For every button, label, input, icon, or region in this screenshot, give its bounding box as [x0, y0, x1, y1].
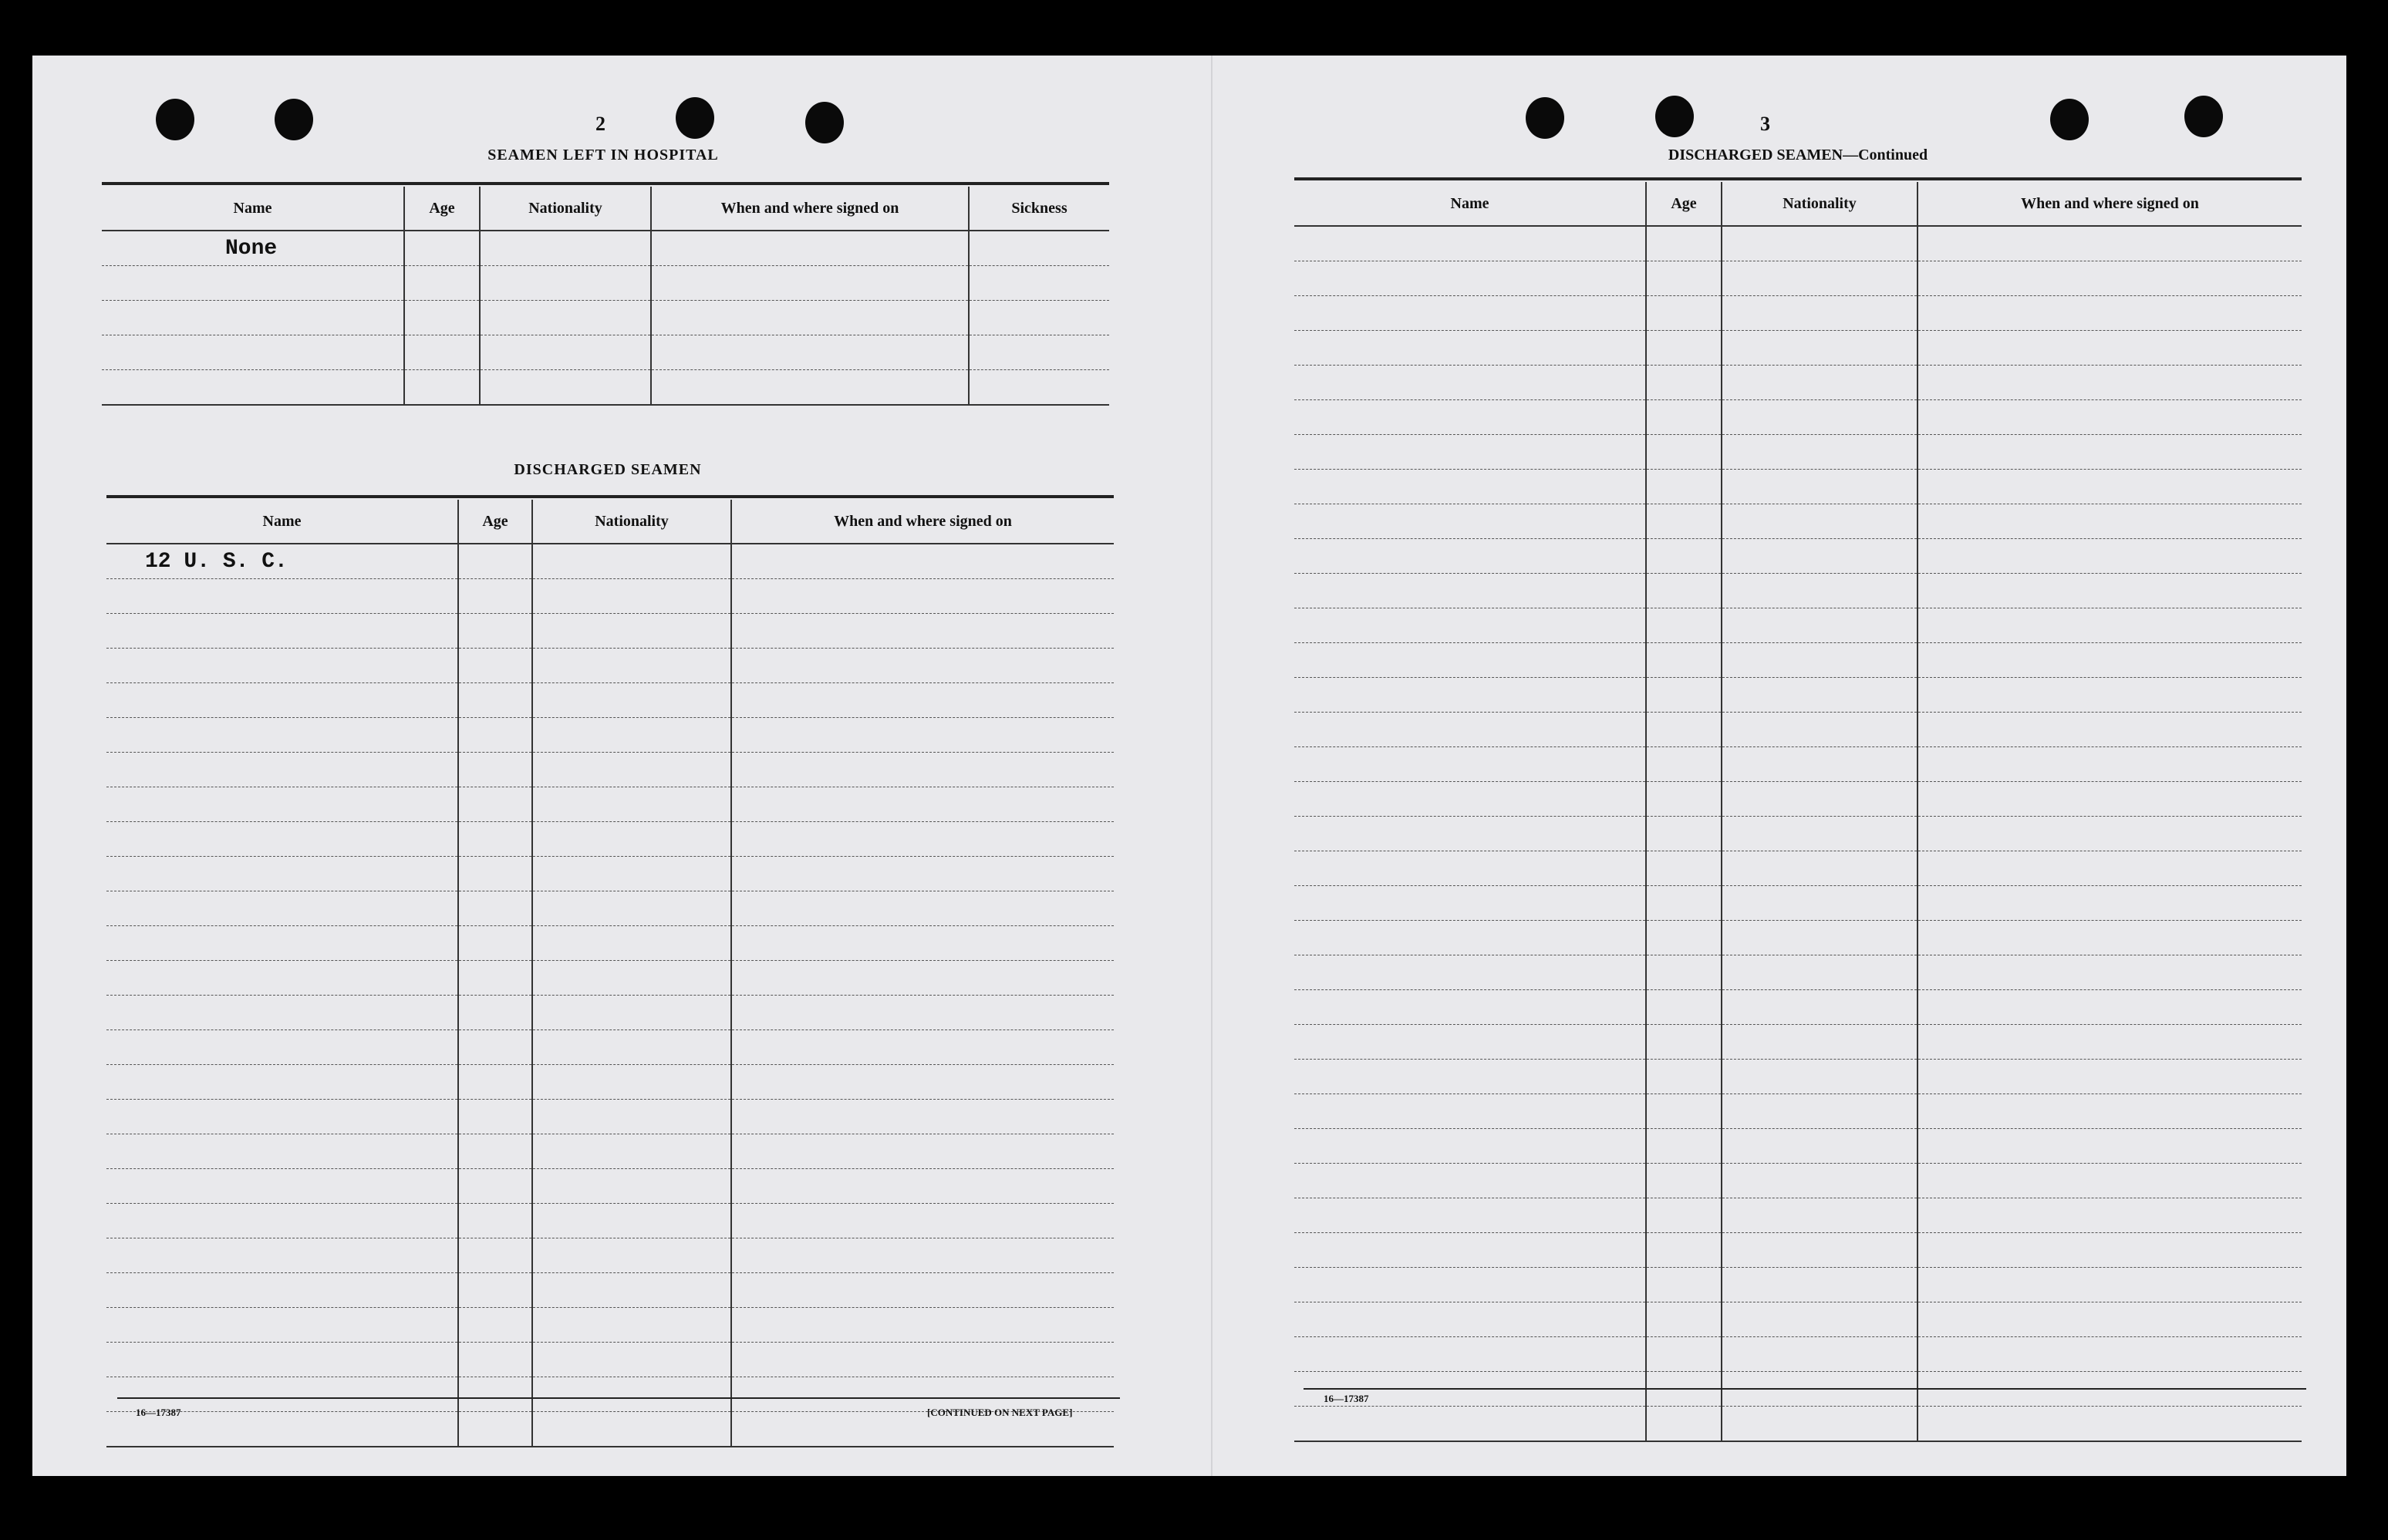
table-row	[102, 370, 1109, 406]
discharged-top-rule	[106, 495, 1114, 498]
table-row	[106, 614, 1114, 649]
col-header-signed-on: When and where signed on	[1917, 182, 2302, 226]
punch-hole	[805, 102, 844, 143]
table-row	[106, 961, 1114, 996]
table-row	[1294, 504, 2302, 539]
continued-table	[1294, 182, 2302, 1442]
continued-bottom-rule	[1304, 1388, 2306, 1390]
table-row	[1294, 539, 2302, 574]
punch-hole	[1526, 97, 1564, 139]
table-row	[1294, 1268, 2302, 1302]
table-row	[1294, 1233, 2302, 1268]
table-row	[1294, 955, 2302, 990]
page-number-right: 3	[1760, 113, 1770, 135]
table-row	[1294, 1094, 2302, 1129]
table-row	[1294, 643, 2302, 678]
col-header-age: Age	[1646, 182, 1722, 226]
page-number-left: 2	[595, 113, 605, 135]
continued-top-rule	[1294, 177, 2302, 180]
hospital-top-rule	[102, 182, 1109, 185]
table-row	[102, 266, 1109, 301]
table-row	[106, 1100, 1114, 1134]
table-row	[1294, 608, 2302, 643]
table-row	[106, 1169, 1114, 1204]
punch-hole	[2184, 96, 2223, 137]
table-row	[106, 1273, 1114, 1308]
form-sheet	[32, 56, 2346, 1476]
table-row	[1294, 817, 2302, 851]
punch-hole	[275, 99, 313, 140]
table-row	[1294, 886, 2302, 921]
table-row	[1294, 1060, 2302, 1094]
table-row	[1294, 1129, 2302, 1164]
table-row	[1294, 1302, 2302, 1337]
table-row	[1294, 990, 2302, 1025]
table-row	[1294, 296, 2302, 331]
hospital-section-title: SEAMEN LEFT IN HOSPITAL	[487, 147, 719, 163]
col-header-signed-on: When and where signed on	[731, 500, 1114, 544]
table-row	[106, 996, 1114, 1030]
col-header-nationality: Nationality	[532, 500, 731, 544]
table-row	[1294, 574, 2302, 608]
table-row	[106, 1134, 1114, 1169]
table-row	[1294, 1025, 2302, 1060]
table-row	[106, 822, 1114, 857]
punch-hole	[1655, 96, 1694, 137]
table-row	[106, 1204, 1114, 1238]
table-row	[1294, 435, 2302, 470]
form-number-right: 16—17387	[1324, 1393, 1369, 1404]
table-row	[106, 787, 1114, 822]
table-row	[1294, 470, 2302, 504]
table-row	[102, 301, 1109, 335]
table-row	[1294, 713, 2302, 747]
col-header-age: Age	[458, 500, 532, 544]
hospital-rows	[102, 231, 1109, 405]
discharged-section-title: DISCHARGED SEAMEN	[514, 461, 702, 478]
table-row	[1294, 1407, 2302, 1442]
col-header-nationality: Nationality	[1722, 182, 1917, 226]
table-row	[106, 926, 1114, 961]
discharged-rows	[106, 544, 1114, 1447]
table-row	[106, 753, 1114, 787]
table-row	[106, 1030, 1114, 1065]
table-row	[106, 1308, 1114, 1343]
table-row	[102, 231, 1109, 266]
table-row	[1294, 782, 2302, 817]
table-row	[1294, 851, 2302, 886]
table-row	[106, 891, 1114, 926]
continued-note: [CONTINUED ON NEXT PAGE]	[927, 1407, 1073, 1418]
table-row	[1294, 1164, 2302, 1198]
table-row	[106, 1065, 1114, 1100]
discharged-table	[106, 500, 1114, 1447]
col-header-signed-on: When and where signed on	[651, 187, 969, 231]
table-row	[106, 683, 1114, 718]
page-fold	[1211, 56, 1213, 1476]
continued-rows	[1294, 226, 2302, 1441]
col-header-age: Age	[404, 187, 480, 231]
continued-title-suffix: —Continued	[1843, 147, 1928, 163]
table-row	[1294, 400, 2302, 435]
col-header-nationality: Nationality	[480, 187, 651, 231]
table-row	[106, 1343, 1114, 1377]
continued-title-main: DISCHARGED SEAMEN	[1668, 147, 1843, 163]
col-header-name: Name	[102, 187, 404, 231]
table-row	[106, 544, 1114, 579]
table-row	[1294, 678, 2302, 713]
table-row	[106, 649, 1114, 683]
table-row	[102, 335, 1109, 370]
table-row	[106, 718, 1114, 753]
table-row	[106, 857, 1114, 891]
col-header-sickness: Sickness	[969, 187, 1109, 231]
punch-hole	[2050, 99, 2089, 140]
table-row	[1294, 331, 2302, 366]
table-row	[1294, 226, 2302, 261]
col-header-name: Name	[106, 500, 458, 544]
discharged-bottom-rule	[117, 1397, 1120, 1399]
name-cell: None	[102, 231, 404, 266]
hospital-table	[102, 187, 1109, 406]
table-row	[1294, 261, 2302, 296]
col-header-name: Name	[1294, 182, 1646, 226]
name-cell: 12 U. S. C.	[106, 544, 458, 579]
table-row	[1294, 1337, 2302, 1372]
table-row	[106, 579, 1114, 614]
continued-section-title	[1294, 147, 2302, 164]
punch-hole	[156, 99, 194, 140]
table-row	[106, 1238, 1114, 1273]
form-number-left: 16—17387	[136, 1407, 181, 1418]
punch-hole	[676, 97, 714, 139]
table-row	[1294, 921, 2302, 955]
table-row	[1294, 1198, 2302, 1233]
table-row	[1294, 366, 2302, 400]
table-row	[1294, 747, 2302, 782]
